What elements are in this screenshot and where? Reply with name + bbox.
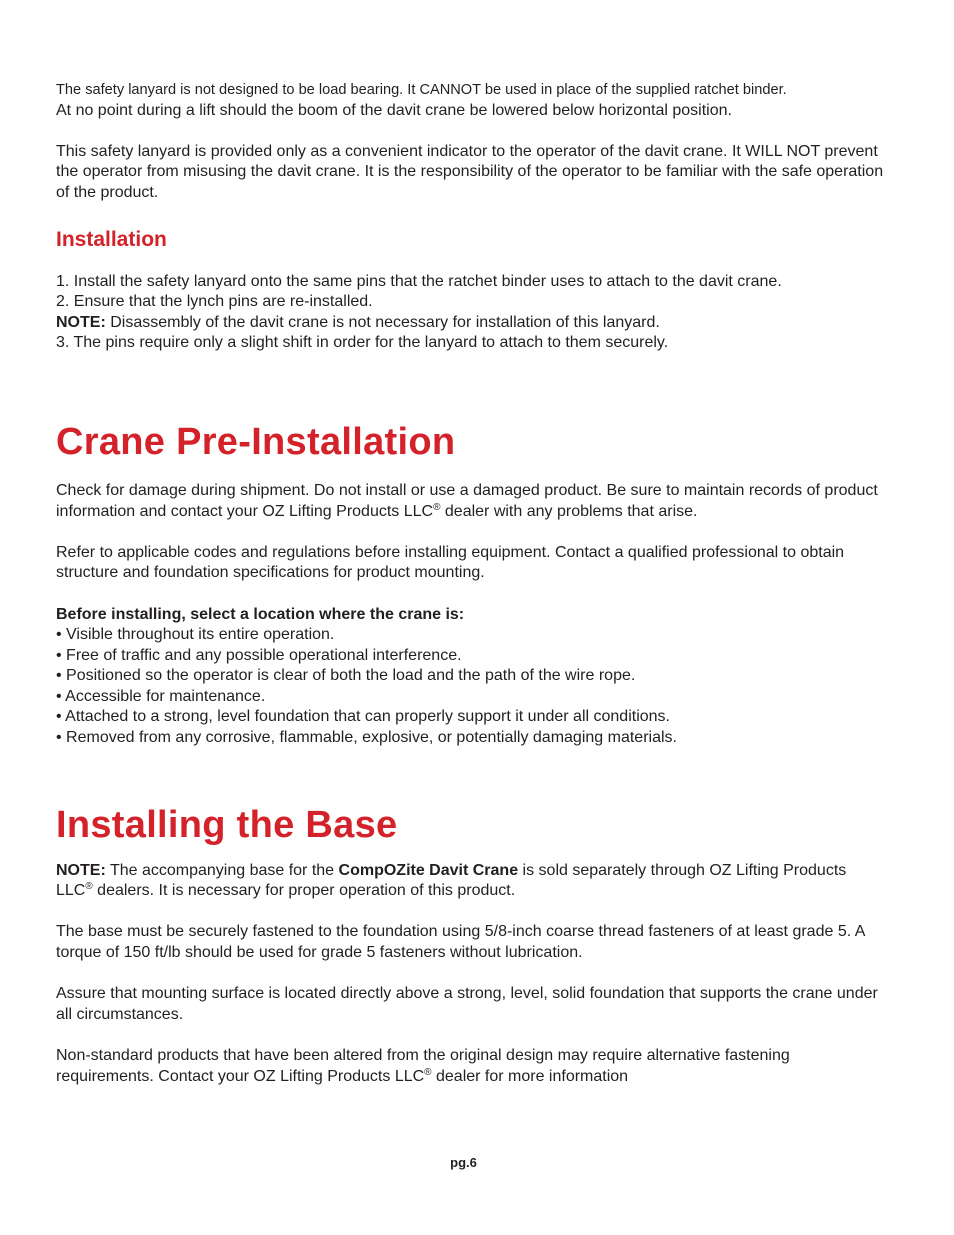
document-page: [56, 80, 886, 1087]
list-item: • Visible throughout its entire operation.: [56, 626, 335, 644]
registered-mark: ®: [85, 881, 93, 893]
registered-mark: ®: [424, 1066, 432, 1078]
crane-pre-installation-heading: Crane Pre-Installation: [56, 420, 456, 463]
location-heading: Before installing, select a location where the crane is:: [56, 605, 465, 623]
list-item: • Positioned so the operator is clear of both the load and the path of the wire rope.: [56, 667, 636, 685]
non-standard-text-b: dealer for more information: [431, 1067, 629, 1085]
damage-text-a: Check for damage during shipment. Do not install or use a damaged product. Be sure to maintain records of product information and contact your OZ Lifting Products LLC: [56, 481, 878, 520]
installation-note: [56, 313, 886, 334]
list-item: • Accessible for maintenance.: [56, 687, 266, 705]
lanyard-warning-line2: At no point during a lift should the boom of the davit crane be lowered below horizontal position.: [56, 101, 732, 119]
note-label: NOTE:: [56, 861, 106, 879]
base-mounting-surface-paragraph: Assure that mounting surface is located directly above a strong, level, solid foundation that supports the crane under all circumstances.: [56, 985, 878, 1023]
list-item: • Free of traffic and any possible operational interference.: [56, 646, 462, 664]
product-name: CompOZite Davit Crane: [338, 861, 519, 879]
installing-base-heading: Installing the Base: [56, 803, 398, 846]
pre-installation-codes-paragraph: Refer to applicable codes and regulations before installing equipment. Contact a qualified professional to obtain structure and foundation specifications for product mounting.: [56, 543, 845, 582]
base-note-paragraph: [56, 861, 886, 902]
registered-mark: ®: [433, 501, 441, 513]
list-item: • Removed from any corrosive, flammable, explosive, or potentially damaging materials.: [56, 729, 677, 747]
pre-installation-damage-paragraph: [56, 481, 886, 522]
location-requirements-list: [56, 625, 886, 749]
base-note-text-c: dealers. It is necessary for proper operation of this product.: [92, 882, 516, 900]
non-standard-text-a: Non-standard products that have been altered from the original design may require alternative fastening requirements. Contact your OZ Lifting Products LLC: [56, 1047, 790, 1085]
base-note-text-b: is sold separately through OZ Lifting Products LLC: [56, 861, 847, 900]
installation-heading: Installation: [56, 227, 167, 251]
note-label: NOTE:: [56, 313, 106, 331]
lanyard-warning-line1: The safety lanyard is not designed to be load bearing. It CANNOT be used in place of the supplied ratchet binder.: [56, 82, 787, 98]
installation-step-1: 1. Install the safety lanyard onto the same pins that the ratchet binder uses to attach to the davit crane.: [56, 272, 782, 290]
page-number: pg.6: [450, 1155, 477, 1170]
installation-step-3: 3. The pins require only a slight shift in order for the lanyard to attach to them securely.: [56, 334, 669, 352]
lanyard-indicator-paragraph: This safety lanyard is provided only as a convenient indicator to the operator of the davit crane. It WILL NOT prevent the operator from misusing the davit crane. It is the responsibility of the operator to be familiar with the safe operation of the product.: [56, 142, 884, 201]
base-non-standard-paragraph: [56, 1046, 886, 1087]
note-text: Disassembly of the davit crane is not necessary for installation of this lanyard.: [105, 313, 660, 331]
location-heading-wrapper: [56, 605, 886, 626]
base-note-text-a: The accompanying base for the: [105, 861, 339, 879]
installation-steps: [56, 272, 886, 354]
damage-text-b: dealer with any problems that arise.: [440, 502, 698, 520]
base-fastener-paragraph: The base must be securely fastened to the foundation using 5/8-inch coarse thread fasteners of at least grade 5. A torque of 150 ft/lb should be used for grade 5 fasteners without lubrication.: [56, 923, 865, 962]
installation-step-2: 2. Ensure that the lynch pins are re-installed.: [56, 293, 373, 311]
list-item: • Attached to a strong, level foundation that can properly support it under all conditions.: [56, 708, 670, 726]
